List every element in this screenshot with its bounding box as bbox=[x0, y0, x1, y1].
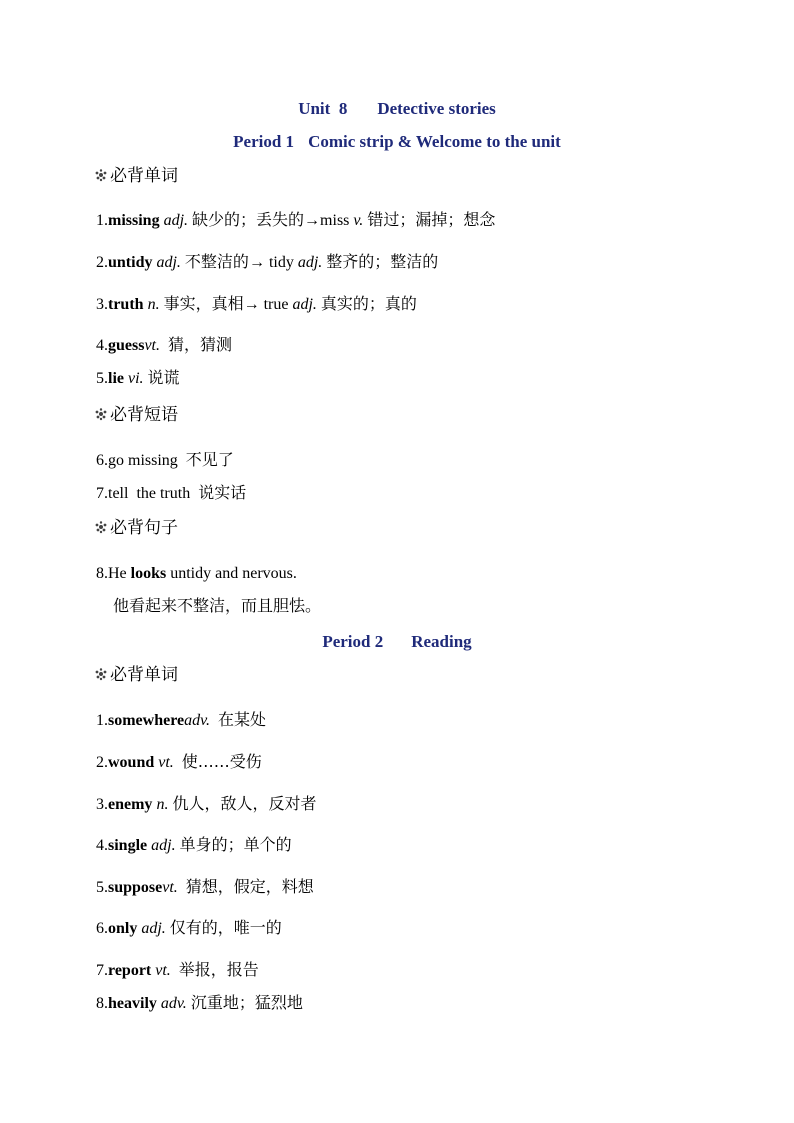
section-sentences-label: 必背句子 bbox=[110, 518, 178, 538]
item-number: 1. bbox=[96, 712, 108, 729]
phrase-text: tell the truth bbox=[108, 485, 191, 502]
part-of-speech: adj. bbox=[163, 212, 189, 229]
chinese-meaning: 缺少的；丢失的 bbox=[192, 210, 305, 229]
item-number: 8. bbox=[96, 565, 108, 582]
period2-heading bbox=[0, 631, 794, 653]
chinese-meaning: 在某处 bbox=[218, 710, 267, 729]
flower-bullet-icon bbox=[94, 168, 108, 182]
list-item bbox=[96, 752, 262, 773]
chinese-meaning: 仇人，敌人，反对者 bbox=[172, 794, 317, 813]
chinese-meaning: 事实，真相 bbox=[163, 294, 244, 313]
sentence-translation bbox=[113, 596, 321, 617]
vocab-word: enemy bbox=[108, 796, 153, 813]
list-item bbox=[96, 450, 234, 471]
vocab-word: somewhere bbox=[108, 712, 185, 729]
chinese-meaning: 说实话 bbox=[198, 483, 247, 502]
item-number: 2. bbox=[96, 754, 108, 771]
section-words-p1 bbox=[94, 165, 178, 187]
item-number: 3. bbox=[96, 796, 108, 813]
period1-heading bbox=[0, 131, 794, 153]
item-number: 7. bbox=[96, 962, 108, 979]
flower-bullet-icon bbox=[94, 520, 108, 534]
part-of-speech: adv. bbox=[184, 712, 211, 729]
part-of-speech: adj. bbox=[292, 296, 317, 313]
sentence-keyword: looks bbox=[130, 565, 167, 582]
item-number: 6. bbox=[96, 452, 108, 469]
related-word: miss bbox=[320, 212, 350, 229]
list-item bbox=[96, 368, 180, 389]
list-item bbox=[96, 960, 259, 981]
chinese-meaning: 错过；漏掉；想念 bbox=[367, 210, 496, 229]
chinese-meaning: 猜想，假定，料想 bbox=[185, 877, 314, 896]
part-of-speech: vt. bbox=[162, 879, 178, 896]
section-words-label: 必背单词 bbox=[110, 166, 178, 186]
phrase-text: go missing bbox=[108, 452, 178, 469]
part-of-speech: v. bbox=[353, 212, 364, 229]
vocab-word: heavily bbox=[108, 995, 157, 1012]
vocab-word: guess bbox=[108, 337, 145, 354]
part-of-speech: vt. bbox=[155, 962, 171, 979]
flower-bullet-icon bbox=[94, 667, 108, 681]
part-of-speech: adj. bbox=[156, 254, 181, 271]
chinese-meaning: 猜，猜测 bbox=[168, 335, 233, 354]
list-item bbox=[96, 794, 316, 815]
chinese-meaning: 沉重地；猛烈地 bbox=[190, 993, 303, 1012]
unit-label: Unit 8 bbox=[298, 99, 348, 118]
vocab-word: report bbox=[108, 962, 152, 979]
unit-title: Detective stories bbox=[377, 99, 496, 118]
period1-title: Comic strip & Welcome to the unit bbox=[308, 132, 561, 151]
list-item bbox=[96, 294, 417, 315]
vocab-word: missing bbox=[108, 212, 160, 229]
unit-heading bbox=[0, 98, 794, 120]
part-of-speech: adj. bbox=[297, 254, 323, 271]
item-number: 4. bbox=[96, 837, 108, 854]
part-of-speech: vt. bbox=[158, 754, 174, 771]
chinese-meaning: 不见了 bbox=[185, 450, 234, 469]
item-number: 5. bbox=[96, 879, 108, 896]
chinese-meaning: 单身的；单个的 bbox=[179, 835, 292, 854]
period2-title: Reading bbox=[411, 632, 472, 651]
flower-bullet-icon bbox=[94, 407, 108, 421]
chinese-translation: 他看起来不整洁，而且胆怯。 bbox=[113, 596, 322, 615]
section-phrases-label: 必背短语 bbox=[110, 405, 178, 425]
list-item bbox=[96, 483, 246, 504]
chinese-meaning: 说谎 bbox=[147, 368, 180, 387]
list-item bbox=[96, 335, 232, 356]
chinese-meaning: 真实的；真的 bbox=[320, 294, 417, 313]
related-word: true bbox=[263, 296, 289, 313]
item-number: 7. bbox=[96, 485, 108, 502]
item-number: 5. bbox=[96, 370, 108, 387]
item-number: 6. bbox=[96, 920, 108, 937]
vocab-word: single bbox=[108, 837, 148, 854]
part-of-speech: n. bbox=[147, 296, 160, 313]
section-words-label: 必背单词 bbox=[110, 665, 178, 685]
item-number: 2. bbox=[96, 254, 108, 271]
item-number: 4. bbox=[96, 337, 108, 354]
chinese-meaning: 举报，报告 bbox=[178, 960, 259, 979]
sentence-item bbox=[96, 564, 297, 584]
part-of-speech: adj. bbox=[151, 837, 176, 854]
list-item bbox=[96, 877, 314, 898]
arrow: → bbox=[243, 296, 260, 313]
section-words-p2 bbox=[94, 664, 178, 686]
part-of-speech: adv. bbox=[160, 995, 187, 1012]
list-item bbox=[96, 210, 495, 231]
part-of-speech: n. bbox=[156, 796, 169, 813]
vocab-word: wound bbox=[108, 754, 155, 771]
item-number: 1. bbox=[96, 212, 108, 229]
vocab-word: lie bbox=[108, 370, 124, 387]
vocab-word: truth bbox=[108, 296, 144, 313]
vocab-word: only bbox=[108, 920, 138, 937]
vocab-word: suppose bbox=[108, 879, 163, 896]
item-number: 3. bbox=[96, 296, 108, 313]
part-of-speech: vi. bbox=[128, 370, 144, 387]
list-item bbox=[96, 918, 282, 939]
list-item bbox=[96, 835, 292, 856]
vocab-word: untidy bbox=[108, 254, 153, 271]
list-item bbox=[96, 252, 438, 273]
period1-label: Period 1 bbox=[233, 132, 295, 151]
part-of-speech: adj. bbox=[141, 920, 166, 937]
sentence-text: He bbox=[108, 565, 127, 582]
arrow: → bbox=[304, 212, 321, 229]
chinese-meaning: 不整洁的 bbox=[184, 252, 249, 271]
list-item bbox=[96, 993, 303, 1014]
list-item bbox=[96, 710, 266, 731]
section-phrases-p1 bbox=[94, 404, 178, 426]
sentence-text: untidy and nervous. bbox=[170, 565, 297, 582]
part-of-speech: vt. bbox=[144, 337, 160, 354]
item-number: 8. bbox=[96, 995, 108, 1012]
chinese-meaning: 整齐的；整洁的 bbox=[326, 252, 439, 271]
arrow: → bbox=[248, 254, 265, 271]
period2-label: Period 2 bbox=[322, 632, 384, 651]
related-word: tidy bbox=[268, 254, 294, 271]
chinese-meaning: 使……受伤 bbox=[181, 752, 262, 771]
chinese-meaning: 仅有的，唯一的 bbox=[169, 918, 282, 937]
section-sentences-p1 bbox=[94, 517, 178, 539]
